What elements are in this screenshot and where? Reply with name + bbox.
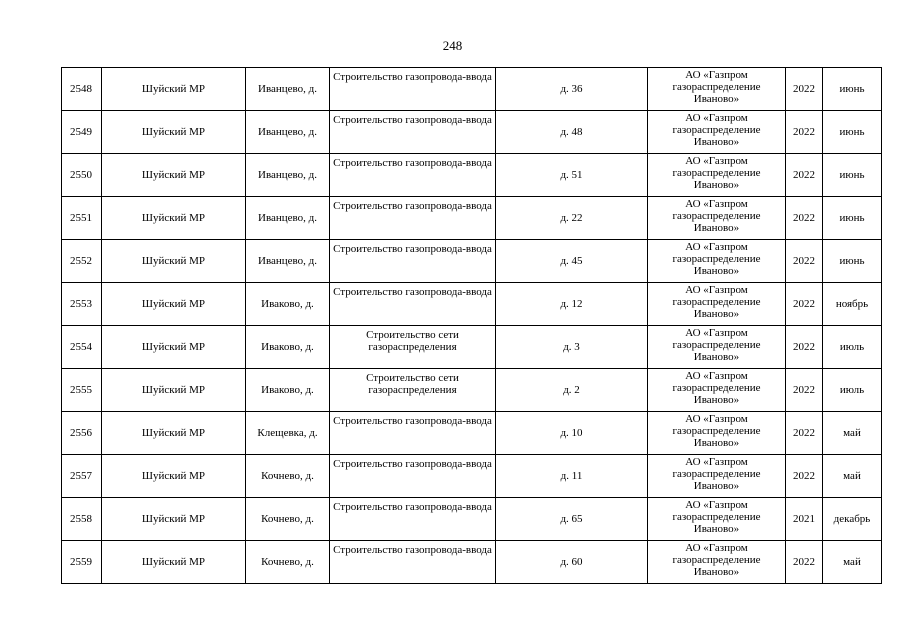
organization-cell: АО «Газпром газораспределение Иваново» <box>648 283 786 326</box>
address-cell: д. 51 <box>496 154 648 197</box>
row-number-cell: 2552 <box>62 240 102 283</box>
district-cell: Шуйский МР <box>102 412 246 455</box>
gasification-table <box>61 67 882 584</box>
district-cell: Шуйский МР <box>102 326 246 369</box>
district-cell: Шуйский МР <box>102 369 246 412</box>
month-cell: май <box>823 412 882 455</box>
address-cell: д. 2 <box>496 369 648 412</box>
table-row <box>62 154 882 197</box>
address-cell: д. 11 <box>496 455 648 498</box>
month-cell: июнь <box>823 197 882 240</box>
district-cell: Шуйский МР <box>102 68 246 111</box>
district-cell: Шуйский МР <box>102 283 246 326</box>
organization-cell: АО «Газпром газораспределение Иваново» <box>648 369 786 412</box>
page-number: 248 <box>442 38 463 53</box>
locality-cell: Клещевка, д. <box>246 412 330 455</box>
month-cell: июнь <box>823 111 882 154</box>
year-cell: 2022 <box>786 154 823 197</box>
locality-cell: Кочнево, д. <box>246 498 330 541</box>
row-number-cell: 2551 <box>62 197 102 240</box>
table-row <box>62 412 882 455</box>
organization-cell: АО «Газпром газораспределение Иваново» <box>648 412 786 455</box>
organization-cell: АО «Газпром газораспределение Иваново» <box>648 326 786 369</box>
district-cell: Шуйский МР <box>102 154 246 197</box>
address-cell: д. 10 <box>496 412 648 455</box>
locality-cell: Иваково, д. <box>246 283 330 326</box>
year-cell: 2022 <box>786 240 823 283</box>
locality-cell: Кочнево, д. <box>246 455 330 498</box>
month-cell: май <box>823 455 882 498</box>
row-number-cell: 2550 <box>62 154 102 197</box>
month-cell: ноябрь <box>823 283 882 326</box>
locality-cell: Иваково, д. <box>246 369 330 412</box>
table-row <box>62 498 882 541</box>
address-cell: д. 65 <box>496 498 648 541</box>
year-cell: 2022 <box>786 369 823 412</box>
address-cell: д. 12 <box>496 283 648 326</box>
locality-cell: Иванцево, д. <box>246 111 330 154</box>
row-number-cell: 2556 <box>62 412 102 455</box>
district-cell: Шуйский МР <box>102 541 246 584</box>
row-number-cell: 2555 <box>62 369 102 412</box>
locality-cell: Иванцево, д. <box>246 197 330 240</box>
month-cell: май <box>823 541 882 584</box>
month-cell: июль <box>823 326 882 369</box>
address-cell: д. 48 <box>496 111 648 154</box>
work-type-cell: Строительство газопровода-ввода <box>330 455 496 498</box>
address-cell: д. 60 <box>496 541 648 584</box>
work-type-cell: Строительство газопровода-ввода <box>330 154 496 197</box>
table-body <box>62 68 882 584</box>
organization-cell: АО «Газпром газораспределение Иваново» <box>648 455 786 498</box>
organization-cell: АО «Газпром газораспределение Иваново» <box>648 240 786 283</box>
year-cell: 2022 <box>786 197 823 240</box>
organization-cell: АО «Газпром газораспределение Иваново» <box>648 154 786 197</box>
month-cell: июнь <box>823 68 882 111</box>
table-row <box>62 111 882 154</box>
address-cell: д. 22 <box>496 197 648 240</box>
work-type-cell: Строительство газопровода-ввода <box>330 197 496 240</box>
organization-cell: АО «Газпром газораспределение Иваново» <box>648 498 786 541</box>
work-type-cell: Строительство газопровода-ввода <box>330 412 496 455</box>
year-cell: 2021 <box>786 498 823 541</box>
table-row <box>62 283 882 326</box>
locality-cell: Кочнево, д. <box>246 541 330 584</box>
month-cell: июнь <box>823 154 882 197</box>
organization-cell: АО «Газпром газораспределение Иваново» <box>648 197 786 240</box>
district-cell: Шуйский МР <box>102 498 246 541</box>
locality-cell: Иваково, д. <box>246 326 330 369</box>
district-cell: Шуйский МР <box>102 111 246 154</box>
table-row <box>62 197 882 240</box>
row-number-cell: 2559 <box>62 541 102 584</box>
locality-cell: Иванцево, д. <box>246 68 330 111</box>
table-row <box>62 455 882 498</box>
year-cell: 2022 <box>786 541 823 584</box>
row-number-cell: 2557 <box>62 455 102 498</box>
address-cell: д. 45 <box>496 240 648 283</box>
year-cell: 2022 <box>786 455 823 498</box>
work-type-cell: Строительство сети газораспределения <box>330 369 496 412</box>
district-cell: Шуйский МР <box>102 240 246 283</box>
locality-cell: Иванцево, д. <box>246 240 330 283</box>
work-type-cell: Строительство газопровода-ввода <box>330 111 496 154</box>
table-row <box>62 240 882 283</box>
year-cell: 2022 <box>786 412 823 455</box>
work-type-cell: Строительство газопровода-ввода <box>330 498 496 541</box>
row-number-cell: 2558 <box>62 498 102 541</box>
year-cell: 2022 <box>786 111 823 154</box>
district-cell: Шуйский МР <box>102 197 246 240</box>
address-cell: д. 3 <box>496 326 648 369</box>
work-type-cell: Строительство газопровода-ввода <box>330 283 496 326</box>
row-number-cell: 2553 <box>62 283 102 326</box>
month-cell: июнь <box>823 240 882 283</box>
table-row <box>62 326 882 369</box>
month-cell: декабрь <box>823 498 882 541</box>
district-cell: Шуйский МР <box>102 455 246 498</box>
year-cell: 2022 <box>786 283 823 326</box>
organization-cell: АО «Газпром газораспределение Иваново» <box>648 68 786 111</box>
organization-cell: АО «Газпром газораспределение Иваново» <box>648 541 786 584</box>
year-cell: 2022 <box>786 68 823 111</box>
work-type-cell: Строительство газопровода-ввода <box>330 68 496 111</box>
address-cell: д. 36 <box>496 68 648 111</box>
table-row <box>62 541 882 584</box>
work-type-cell: Строительство сети газораспределения <box>330 326 496 369</box>
organization-cell: АО «Газпром газораспределение Иваново» <box>648 111 786 154</box>
year-cell: 2022 <box>786 326 823 369</box>
month-cell: июль <box>823 369 882 412</box>
work-type-cell: Строительство газопровода-ввода <box>330 240 496 283</box>
locality-cell: Иванцево, д. <box>246 154 330 197</box>
work-type-cell: Строительство газопровода-ввода <box>330 541 496 584</box>
table-row <box>62 369 882 412</box>
table-row <box>62 68 882 111</box>
row-number-cell: 2548 <box>62 68 102 111</box>
row-number-cell: 2549 <box>62 111 102 154</box>
row-number-cell: 2554 <box>62 326 102 369</box>
